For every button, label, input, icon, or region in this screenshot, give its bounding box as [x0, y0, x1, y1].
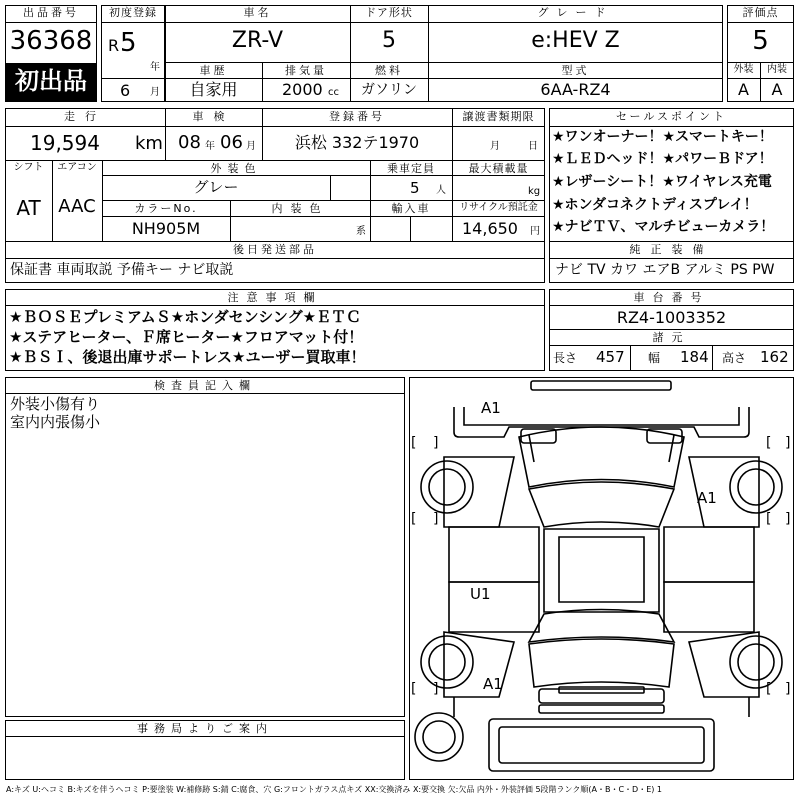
displacement: 2000: [282, 80, 323, 99]
grade: e:HEV Z: [531, 28, 620, 53]
displacement-label: 排気量: [285, 64, 327, 77]
listing-number: 36368: [9, 26, 93, 56]
door-label: ドア形状: [365, 6, 413, 19]
chassis-label: 車台番号: [633, 291, 710, 304]
inspection-month: 06: [220, 132, 243, 153]
fuel: ガソリン: [361, 82, 417, 98]
svg-text:[: [: [766, 511, 772, 527]
sales-point-4: ★ホンダコネクトディスプレイ！: [552, 197, 758, 213]
inspection-month-unit: 月: [246, 141, 256, 152]
width-label: 幅: [648, 351, 661, 365]
interior-color-label: 内装色: [271, 202, 329, 215]
aircon: AAC: [58, 196, 96, 217]
interior-color-unit: 系: [356, 226, 366, 237]
svg-text:[: [: [411, 511, 417, 527]
month-unit: 月: [150, 87, 160, 98]
damage-mark-hood: A1: [481, 399, 501, 417]
damage-mark-rear: A1: [483, 675, 503, 693]
aircon-label: エアコン: [57, 162, 97, 173]
chassis-number: RZ4-1003352: [616, 308, 727, 327]
interior-grade: A: [771, 80, 783, 99]
first-listing-text: 初出品: [15, 67, 87, 95]
car-damage-diagram: [409, 377, 794, 780]
fuel-label: 燃料: [375, 64, 403, 77]
max-load-label: 最大積載量: [468, 162, 529, 175]
notes-label: 注意事項欄: [227, 291, 323, 304]
mileage: 19,594: [30, 131, 100, 155]
history: 自家用: [189, 80, 238, 99]
svg-text:]: ]: [785, 511, 791, 527]
inspection-label: 車検: [192, 110, 235, 123]
capacity-label: 乗車定員: [387, 162, 435, 175]
month: 6: [120, 81, 131, 100]
mileage-label: 走行: [64, 110, 106, 123]
equipment: ナビ TV カワ エアB アルミ PS PW: [555, 262, 775, 278]
svg-text:[: [: [411, 681, 417, 697]
exterior-grade: A: [738, 80, 749, 99]
inspection-year: 08: [178, 132, 201, 153]
capacity-unit: 人: [436, 185, 446, 196]
sales-point-5: ★ナビＴＶ、マルチビューカメラ！: [552, 219, 775, 235]
equipment-label: 純正装備: [629, 243, 714, 256]
era: R: [108, 36, 120, 55]
svg-text:]: ]: [785, 435, 791, 451]
inspector-line-1: 外装小傷有り: [10, 395, 101, 413]
car-name: ZR-V: [231, 28, 284, 53]
transfer-month-unit: 月: [490, 141, 500, 152]
dims-label: 諸元: [652, 331, 691, 344]
svg-text:[: [: [766, 435, 772, 451]
displacement-unit: cc: [328, 87, 339, 98]
first-registration-label: 初度登録: [109, 6, 157, 19]
transfer-day-unit: 日: [528, 141, 538, 152]
svg-text:]: ]: [433, 511, 439, 527]
inspector-label: 検査員記入欄: [154, 379, 256, 392]
inspection-year-unit: 年: [205, 141, 215, 152]
year-unit: 年: [150, 62, 160, 73]
score: 5: [752, 26, 769, 56]
damage-mark-left-door: U1: [470, 585, 491, 603]
import-label: 輸入車: [391, 202, 431, 215]
note-line-3: ★ＢＳＩ、後退出庫サポートレス★ユーザー買取車！: [9, 348, 366, 366]
shift-label: シフト: [13, 162, 44, 173]
damage-mark-right-fender: A1: [697, 489, 717, 507]
sales-point-3: ★レザーシート！★ワイヤレス充電: [552, 174, 772, 190]
listing-number-label: 出品番号: [23, 6, 79, 19]
width: 184: [680, 348, 709, 366]
history-label: 車歴: [199, 64, 228, 77]
sales-point-2: ★ＬＥＤヘッド！★パワーＢドア！: [552, 151, 773, 167]
later-parts-label: 後日発送部品: [233, 243, 317, 256]
color-no-label: カラーNo.: [134, 202, 198, 215]
year: 5: [120, 28, 137, 58]
office-label: 事務局よりご案内: [137, 722, 273, 735]
plate: 浜松 332テ1970: [294, 133, 420, 152]
max-load-unit: kg: [528, 186, 541, 197]
car-name-label: 車名: [243, 6, 272, 19]
color-no: NH905M: [131, 219, 201, 238]
height: 162: [760, 348, 789, 366]
sales-points-label: セールスポイント: [615, 110, 727, 123]
recycle: 14,650: [462, 219, 518, 238]
length-label: 長さ: [553, 351, 578, 365]
color-label: 外装色: [210, 162, 262, 175]
note-line-2: ★ステアヒーター、Ｆ席ヒーター★フロアマット付！: [9, 328, 364, 346]
door: 5: [382, 28, 396, 53]
transfer-label: 譲渡書類期限: [462, 110, 535, 123]
svg-text:[: [: [766, 681, 772, 697]
shift: AT: [16, 196, 41, 220]
height-label: 高さ: [722, 351, 747, 365]
svg-text:[: [: [411, 435, 417, 451]
recycle-unit: 円: [530, 226, 540, 237]
exterior-grade-label: 外装: [733, 64, 754, 75]
mileage-unit: km: [135, 133, 163, 154]
grade-label: グレード: [537, 6, 614, 19]
interior-grade-label: 内装: [767, 64, 787, 75]
capacity: 5: [410, 179, 420, 197]
length: 457: [596, 348, 625, 366]
svg-text:]: ]: [785, 681, 791, 697]
model-code: 6AA-RZ4: [540, 80, 611, 99]
later-parts: 保証書 車両取説 予備キー ナビ取説: [10, 262, 234, 278]
recycle-label: リサイクル預託金: [459, 202, 538, 213]
color: グレー: [193, 178, 239, 196]
svg-text:]: ]: [433, 435, 439, 451]
score-label: 評価点: [742, 6, 779, 19]
note-line-1: ★ＢＯＳＥプレミアムＳ★ホンダセンシング★ＥＴＣ: [9, 308, 362, 326]
inspector-line-2: 室内内張傷小: [10, 413, 101, 431]
plate-label: 登録番号: [329, 110, 385, 123]
svg-text:]: ]: [433, 681, 439, 697]
model-code-label: 型式: [561, 64, 590, 77]
sales-point-1: ★ワンオーナー！★スマートキー！: [552, 129, 773, 145]
legend-text: A:キズ U:ヘコミ B:キズを伴うヘコミ P:要塗装 W:補修跡 S:錆 C:腐食、穴 G:フロントガラス点キズ XX:交換済み X:要交換 欠:欠品 内外・外装評価 5段階ランク順(A・B・C・D・E) 1: [6, 785, 663, 794]
